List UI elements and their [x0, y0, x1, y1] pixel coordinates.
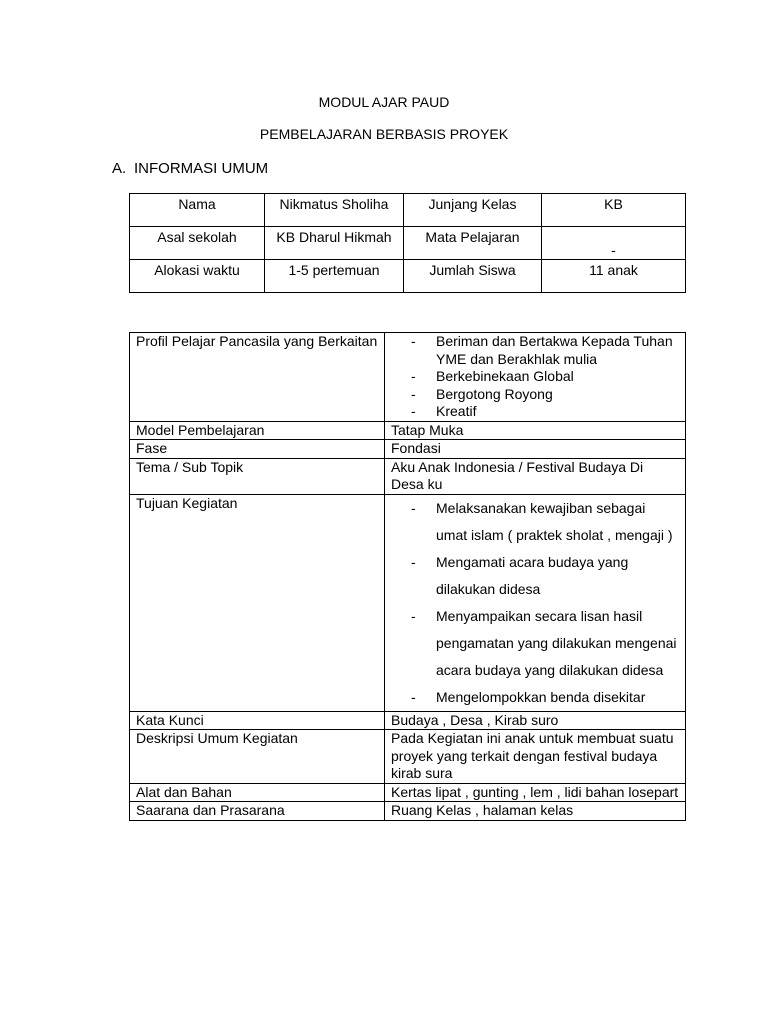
- list-item: - Bergotong Royong: [411, 385, 553, 402]
- table-row: [130, 333, 686, 422]
- bullet-dash: -: [411, 385, 416, 402]
- table-row: [130, 458, 686, 494]
- table-cell: Junjang Kelas: [404, 194, 542, 227]
- info-table: [129, 193, 686, 293]
- table-cell: KB: [542, 194, 686, 227]
- section-title: INFORMASI UMUM: [134, 160, 269, 177]
- tema-label: Tema / Sub Topik: [130, 458, 385, 494]
- table-cell: 11 anak: [542, 260, 686, 293]
- sarana-value: Ruang Kelas , halaman kelas: [385, 802, 686, 821]
- kata-kunci-label: Kata Kunci: [130, 711, 385, 730]
- section-heading: [112, 160, 268, 178]
- profil-value: [385, 333, 686, 422]
- tema-value: Aku Anak Indonesia / Festival Budaya Di Desa ku: [385, 458, 686, 494]
- table-row: [130, 730, 686, 784]
- model-value: Tatap Muka: [385, 421, 686, 440]
- table-cell: Jumlah Siswa: [404, 260, 542, 293]
- bullet-dash: -: [411, 403, 416, 419]
- table-cell: KB Dharul Hikmah: [265, 227, 404, 260]
- alat-label: Alat dan Bahan: [130, 783, 385, 802]
- table-row: [130, 227, 686, 260]
- kata-kunci-value: Budaya , Desa , Kirab suro: [385, 711, 686, 730]
- bullet-dash: -: [411, 553, 416, 570]
- table-cell: Nikmatus Sholiha: [265, 194, 404, 227]
- list-item: - Berkebinekaan Global: [411, 368, 574, 384]
- deskripsi-value: Pada Kegiatan ini anak untuk membuat suatu proyek yang terkait dengan festival budaya kirab sura: [385, 730, 686, 784]
- table-cell: Asal sekolah: [130, 227, 265, 260]
- table-row: [130, 802, 686, 821]
- table-cell: -: [542, 227, 686, 260]
- list-item: - Mengamati acara budaya yang dilakukan didesa: [391, 549, 679, 603]
- list-item: - Menyampaikan secara lisan hasil pengamatan yang dilakukan mengenai acara budaya yang dilakukan didesa: [391, 603, 679, 684]
- tujuan-label: Tujuan Kegiatan: [130, 494, 385, 711]
- detail-table: [129, 332, 686, 821]
- list-item: - Kreatif: [411, 403, 477, 419]
- sarana-label: Saarana dan Prasarana: [130, 802, 385, 821]
- fase-value: Fondasi: [385, 440, 686, 459]
- bullet-dash: -: [411, 499, 416, 516]
- table-row: [130, 440, 686, 459]
- bullet-dash: -: [411, 607, 416, 624]
- model-label: Model Pembelajaran: [130, 421, 385, 440]
- table-row: [130, 421, 686, 440]
- list-item: - Melaksanakan kewajiban sebagai umat islam ( praktek sholat , mengaji ): [391, 495, 679, 549]
- tujuan-list: [391, 495, 679, 711]
- table-cell: Nama: [130, 194, 265, 227]
- table-row: [130, 194, 686, 227]
- tujuan-value: [385, 494, 686, 711]
- list-item: - Beriman dan Bertakwa Kepada Tuhan YME dan Berakhlak mulia: [411, 333, 673, 367]
- table-cell: Alokasi waktu: [130, 260, 265, 293]
- profil-label: Profil Pelajar Pancasila yang Berkaitan: [130, 333, 385, 422]
- table-cell: 1-5 pertemuan: [265, 260, 404, 293]
- bullet-dash: -: [411, 333, 416, 349]
- table-row: [130, 260, 686, 293]
- bullet-dash: -: [411, 688, 416, 705]
- alat-value: Kertas lipat , gunting , lem , lidi bahan losepart: [385, 783, 686, 802]
- table-row: [130, 494, 686, 711]
- deskripsi-label: Deskripsi Umum Kegiatan: [130, 730, 385, 784]
- bullet-dash: -: [411, 368, 416, 384]
- table-row: [130, 711, 686, 730]
- section-letter: A.: [112, 160, 127, 177]
- fase-label: Fase: [130, 440, 385, 459]
- list-item: - Mengelompokkan benda disekitar: [391, 684, 679, 711]
- document-subtitle: PEMBELAJARAN BERBASIS PROYEK: [259, 126, 509, 142]
- table-cell: Mata Pelajaran: [404, 227, 542, 260]
- table-row: [130, 783, 686, 802]
- profil-list: [391, 333, 679, 421]
- document-title: MODUL AJAR PAUD: [318, 94, 450, 110]
